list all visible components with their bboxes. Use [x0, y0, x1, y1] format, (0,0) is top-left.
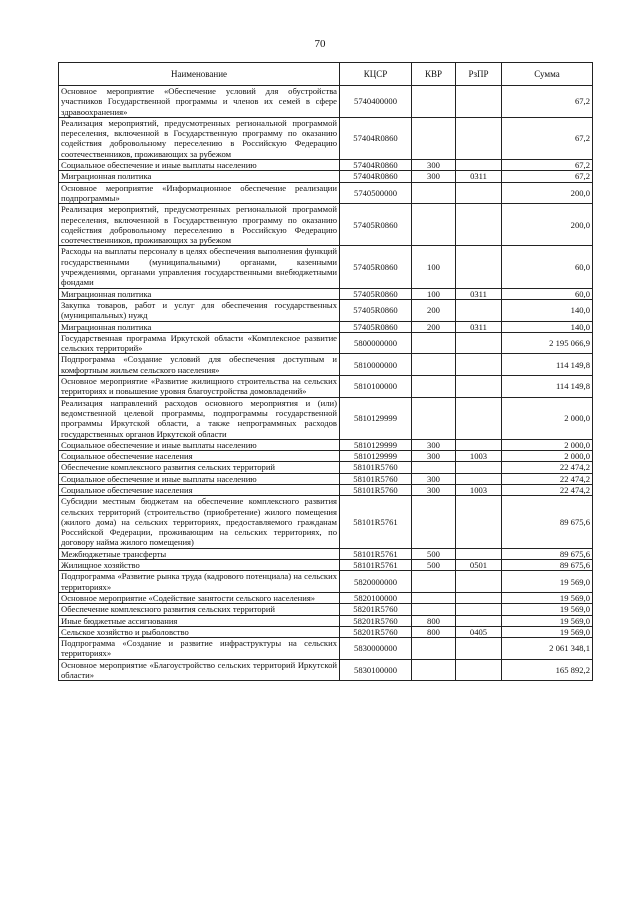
table-row: [59, 484, 593, 495]
cell-rzpr: [456, 638, 502, 660]
cell-rzpr: 1003: [456, 484, 502, 495]
cell-kvr: 100: [412, 246, 456, 288]
table-row: [59, 638, 593, 660]
cell-rzpr: [456, 376, 502, 398]
table-row: [59, 117, 593, 159]
cell-kcsr: 5810100000: [340, 376, 412, 398]
cell-kvr: [412, 659, 456, 681]
table-row: [59, 288, 593, 299]
table-row: [59, 439, 593, 450]
cell-name: Подпрограмма «Создание и развитие инфраструктуры на сельских территориях»: [59, 638, 340, 660]
cell-sum: 67,2: [502, 160, 593, 171]
cell-kcsr: 5810129999: [340, 397, 412, 439]
cell-kcsr: 57404R0860: [340, 171, 412, 182]
cell-kcsr: 58101R5760: [340, 462, 412, 473]
cell-kcsr: 57405R0860: [340, 321, 412, 332]
header-sum: Сумма: [502, 63, 593, 86]
cell-kvr: [412, 571, 456, 593]
table-row: [59, 182, 593, 204]
table-row: [59, 496, 593, 548]
header-rzpr: РзПР: [456, 63, 502, 86]
cell-name: Социальное обеспечение населения: [59, 451, 340, 462]
cell-sum: 60,0: [502, 288, 593, 299]
cell-sum: 114 149,8: [502, 376, 593, 398]
cell-name: Субсидии местным бюджетам на обеспечение комплексного развития сельских территорий (строительство (приобретение) жилого помещения (жилого дома) на сельских территориях, предоставляемого гражданам Российской Федерации, проживающим на сельских территориях, по договору найма жилого помещения): [59, 496, 340, 548]
cell-rzpr: [456, 548, 502, 559]
cell-rzpr: [456, 439, 502, 450]
cell-sum: 22 474,2: [502, 473, 593, 484]
cell-kcsr: 58201R5760: [340, 604, 412, 615]
cell-sum: 60,0: [502, 246, 593, 288]
cell-kvr: 200: [412, 321, 456, 332]
cell-name: Социальное обеспечение и иные выплаты населению: [59, 473, 340, 484]
cell-rzpr: [456, 86, 502, 118]
cell-name: Подпрограмма «Развитие рынка труда (кадрового потенциала) на сельских территориях»: [59, 571, 340, 593]
table-row: [59, 473, 593, 484]
cell-kcsr: 58201R5760: [340, 615, 412, 626]
table-row: [59, 659, 593, 681]
cell-rzpr: [456, 462, 502, 473]
cell-rzpr: [456, 354, 502, 376]
cell-kvr: [412, 86, 456, 118]
cell-kvr: 200: [412, 299, 456, 321]
table-row: [59, 592, 593, 603]
cell-name: Подпрограмма «Создание условий для обеспечения доступным и комфортным жильем сельского населения»: [59, 354, 340, 376]
cell-kcsr: 57405R0860: [340, 246, 412, 288]
page-number: 70: [314, 38, 326, 50]
cell-name: Основное мероприятие «Развитие жилищного строительства на сельских территориях и повышение уровня благоустройства домовладений»: [59, 376, 340, 398]
cell-sum: 22 474,2: [502, 462, 593, 473]
cell-name: Расходы на выплаты персоналу в целях обеспечения выполнения функций государственными (муниципальными) органами, казенными учреждениями, органами управления государственными внебюджетными фондами: [59, 246, 340, 288]
header-kvr: КВР: [412, 63, 456, 86]
cell-rzpr: [456, 246, 502, 288]
cell-sum: 2 061 348,1: [502, 638, 593, 660]
cell-rzpr: [456, 160, 502, 171]
cell-sum: 140,0: [502, 321, 593, 332]
cell-sum: 19 569,0: [502, 615, 593, 626]
cell-name: Социальное обеспечение населения: [59, 484, 340, 495]
cell-name: Закупка товаров, работ и услуг для обеспечения государственных (муниципальных) нужд: [59, 299, 340, 321]
cell-rzpr: 0405: [456, 626, 502, 637]
cell-sum: 22 474,2: [502, 484, 593, 495]
cell-sum: 165 892,2: [502, 659, 593, 681]
cell-kcsr: 57405R0860: [340, 204, 412, 246]
cell-name: Основное мероприятие «Информационное обеспечение реализации подпрограммы»: [59, 182, 340, 204]
table-row: [59, 204, 593, 246]
cell-name: Основное мероприятие «Содействие занятости сельского населения»: [59, 592, 340, 603]
cell-name: Сельское хозяйство и рыболовство: [59, 626, 340, 637]
cell-kvr: [412, 638, 456, 660]
cell-sum: 140,0: [502, 299, 593, 321]
cell-rzpr: [456, 332, 502, 354]
cell-name: Межбюджетные трансферты: [59, 548, 340, 559]
cell-name: Жилищное хозяйство: [59, 560, 340, 571]
cell-rzpr: [456, 397, 502, 439]
cell-name: Реализация мероприятий, предусмотренных региональной программой переселения, включенной в Государственную программу по оказанию содействия добровольному переселению в Российскую Федерацию соотечественников, проживающих за рубежом: [59, 117, 340, 159]
table-row: [59, 626, 593, 637]
cell-sum: 19 569,0: [502, 592, 593, 603]
cell-sum: 89 675,6: [502, 560, 593, 571]
cell-rzpr: 0311: [456, 321, 502, 332]
cell-kvr: [412, 354, 456, 376]
cell-kvr: 500: [412, 548, 456, 559]
cell-kvr: [412, 604, 456, 615]
cell-rzpr: [456, 659, 502, 681]
cell-name: Реализация направлений расходов основного мероприятия и (или) ведомственной целевой программы, подпрограммы государственной программы Иркутской области, а также непрограммных расходов государственных органов Иркутской области: [59, 397, 340, 439]
table-row: [59, 354, 593, 376]
cell-sum: 2 000,0: [502, 451, 593, 462]
table-row: [59, 160, 593, 171]
cell-name: Обеспечение комплексного развития сельских территорий: [59, 462, 340, 473]
cell-rzpr: [456, 496, 502, 548]
cell-kcsr: 58101R5761: [340, 496, 412, 548]
cell-kvr: 300: [412, 171, 456, 182]
cell-kvr: [412, 182, 456, 204]
cell-kcsr: 57404R0860: [340, 117, 412, 159]
cell-kcsr: 58101R5760: [340, 473, 412, 484]
cell-name: Основное мероприятие «Благоустройство сельских территорий Иркутской области»: [59, 659, 340, 681]
cell-rzpr: [456, 473, 502, 484]
cell-kvr: 500: [412, 560, 456, 571]
cell-kvr: [412, 462, 456, 473]
cell-sum: 114 149,8: [502, 354, 593, 376]
cell-sum: 19 569,0: [502, 626, 593, 637]
header-kcsr: КЦСР: [340, 63, 412, 86]
cell-name: Государственная программа Иркутской области «Комплексное развитие сельских территорий»: [59, 332, 340, 354]
table-row: [59, 171, 593, 182]
cell-kcsr: 58101R5761: [340, 548, 412, 559]
cell-sum: 2 195 066,9: [502, 332, 593, 354]
cell-kvr: 300: [412, 160, 456, 171]
cell-kvr: 300: [412, 439, 456, 450]
table-row: [59, 462, 593, 473]
table-header-row: [59, 63, 593, 86]
cell-kcsr: 57404R0860: [340, 160, 412, 171]
cell-rzpr: [456, 182, 502, 204]
cell-sum: 19 569,0: [502, 604, 593, 615]
cell-sum: 2 000,0: [502, 439, 593, 450]
cell-kcsr: 5810129999: [340, 439, 412, 450]
cell-sum: 200,0: [502, 182, 593, 204]
cell-rzpr: [456, 204, 502, 246]
table-row: [59, 299, 593, 321]
cell-kvr: 800: [412, 626, 456, 637]
cell-name: Обеспечение комплексного развития сельских территорий: [59, 604, 340, 615]
cell-kcsr: 5810000000: [340, 354, 412, 376]
cell-name: Миграционная политика: [59, 171, 340, 182]
cell-kvr: 800: [412, 615, 456, 626]
cell-sum: 19 569,0: [502, 571, 593, 593]
cell-kcsr: 57405R0860: [340, 288, 412, 299]
table-row: [59, 332, 593, 354]
cell-rzpr: 0501: [456, 560, 502, 571]
cell-kvr: 100: [412, 288, 456, 299]
cell-kvr: [412, 496, 456, 548]
cell-kcsr: 5820000000: [340, 571, 412, 593]
cell-kcsr: 58101R5760: [340, 484, 412, 495]
cell-sum: 2 000,0: [502, 397, 593, 439]
cell-rzpr: [456, 592, 502, 603]
table-row: [59, 604, 593, 615]
cell-kvr: [412, 397, 456, 439]
cell-name: Реализация мероприятий, предусмотренных региональной программой переселения, включенной в Государственную программу по оказанию содействия добровольному переселению в Российскую Федерацию соотечественников, проживающих за рубежом: [59, 204, 340, 246]
cell-kvr: 300: [412, 473, 456, 484]
cell-rzpr: 0311: [456, 171, 502, 182]
cell-kvr: [412, 204, 456, 246]
table-row: [59, 560, 593, 571]
table-row: [59, 397, 593, 439]
cell-sum: 89 675,6: [502, 548, 593, 559]
table-row: [59, 548, 593, 559]
cell-kvr: [412, 376, 456, 398]
table-row: [59, 615, 593, 626]
cell-kcsr: 5820100000: [340, 592, 412, 603]
cell-name: Социальное обеспечение и иные выплаты населению: [59, 160, 340, 171]
cell-rzpr: 1003: [456, 451, 502, 462]
table-row: [59, 376, 593, 398]
cell-kcsr: 5740500000: [340, 182, 412, 204]
table-row: [59, 86, 593, 118]
table-row: [59, 246, 593, 288]
table-body: [59, 86, 593, 681]
cell-sum: 67,2: [502, 117, 593, 159]
table-row: [59, 451, 593, 462]
table-row: [59, 321, 593, 332]
cell-kcsr: 5740400000: [340, 86, 412, 118]
cell-rzpr: [456, 117, 502, 159]
cell-rzpr: [456, 571, 502, 593]
cell-kvr: [412, 117, 456, 159]
cell-kcsr: 5800000000: [340, 332, 412, 354]
cell-rzpr: [456, 604, 502, 615]
cell-name: Социальное обеспечение и иные выплаты населению: [59, 439, 340, 450]
cell-name: Иные бюджетные ассигнования: [59, 615, 340, 626]
cell-rzpr: [456, 299, 502, 321]
cell-kcsr: 5830100000: [340, 659, 412, 681]
cell-kvr: [412, 592, 456, 603]
cell-kcsr: 5830000000: [340, 638, 412, 660]
budget-table: [58, 62, 593, 681]
table-row: [59, 571, 593, 593]
cell-sum: 200,0: [502, 204, 593, 246]
cell-rzpr: [456, 615, 502, 626]
cell-rzpr: 0311: [456, 288, 502, 299]
cell-kvr: 300: [412, 484, 456, 495]
cell-kcsr: 58201R5760: [340, 626, 412, 637]
cell-kcsr: 57405R0860: [340, 299, 412, 321]
cell-name: Миграционная политика: [59, 321, 340, 332]
cell-sum: 89 675,6: [502, 496, 593, 548]
cell-kcsr: 58101R5761: [340, 560, 412, 571]
cell-kvr: 300: [412, 451, 456, 462]
cell-name: Основное мероприятие «Обеспечение условий для обустройства участников Государственной программы и членов их семей в сфере здравоохранения»: [59, 86, 340, 118]
cell-kcsr: 5810129999: [340, 451, 412, 462]
cell-sum: 67,2: [502, 86, 593, 118]
header-name: Наименование: [59, 63, 340, 86]
cell-sum: 67,2: [502, 171, 593, 182]
cell-name: Миграционная политика: [59, 288, 340, 299]
cell-kvr: [412, 332, 456, 354]
